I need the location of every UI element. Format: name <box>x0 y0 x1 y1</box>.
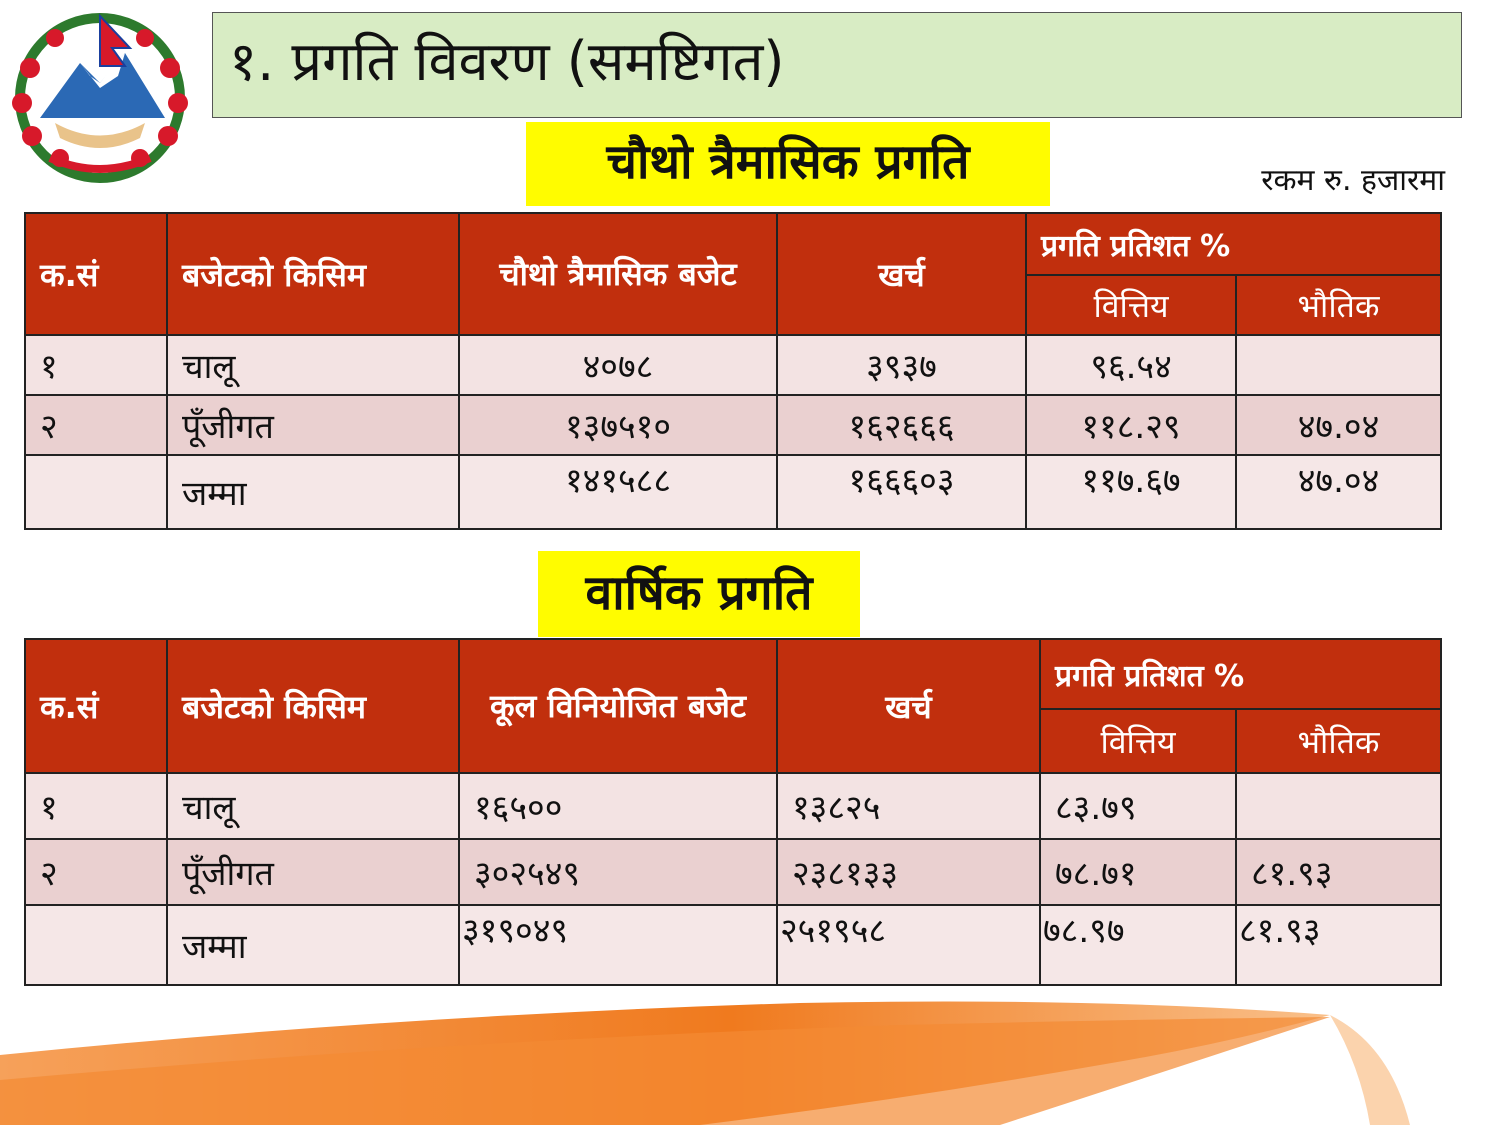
cell-expense: १६२६६६ <box>777 395 1026 455</box>
cell-type: पूँजीगत <box>167 395 459 455</box>
header-progress-pct: प्रगति प्रतिशत % <box>1040 639 1441 709</box>
cell-budget: ४०७८ <box>459 335 777 395</box>
table-row <box>25 335 1441 395</box>
footer-swoosh <box>0 985 1500 1125</box>
header-progress-pct: प्रगति प्रतिशत % <box>1026 213 1441 275</box>
cell-expense: २५१९५८ <box>777 905 1040 985</box>
title-banner <box>212 12 1462 118</box>
annual-heading-text: वार्षिक प्रगति <box>585 565 813 621</box>
cell-financial: ७८.७१ <box>1040 839 1236 905</box>
cell-physical: ८१.९३ <box>1236 905 1441 985</box>
annual-progress-table <box>24 638 1442 986</box>
header-budget: कूल विनियोजित बजेट <box>459 639 777 773</box>
header-sn: क.सं <box>25 213 167 335</box>
cell-physical <box>1236 335 1441 395</box>
cell-type: जम्मा <box>167 455 459 529</box>
cell-physical: ४७.०४ <box>1236 395 1441 455</box>
annual-heading <box>538 551 860 637</box>
cell-financial: ८३.७९ <box>1040 773 1236 839</box>
cell-financial: ७८.९७ <box>1040 905 1236 985</box>
header-financial: वित्तिय <box>1040 709 1236 773</box>
cell-budget: १६५०० <box>459 773 777 839</box>
table-row <box>25 905 1441 985</box>
quarterly-progress-table <box>24 212 1442 530</box>
cell-budget: १३७५१० <box>459 395 777 455</box>
quarterly-heading <box>526 122 1050 206</box>
cell-type: चालू <box>167 335 459 395</box>
cell-sn: २ <box>25 839 167 905</box>
cell-physical: ८१.९३ <box>1236 839 1441 905</box>
cell-sn: १ <box>25 773 167 839</box>
table-row <box>25 839 1441 905</box>
header-budget: चौथो त्रैमासिक बजेट <box>459 213 777 335</box>
cell-financial: ९६.५४ <box>1026 335 1236 395</box>
cell-type: जम्मा <box>167 905 459 985</box>
cell-sn <box>25 455 167 529</box>
cell-expense: १६६६०३ <box>777 455 1026 529</box>
header-physical: भौतिक <box>1236 275 1441 335</box>
nepal-emblem-icon <box>0 8 212 188</box>
cell-budget: ३१९०४९ <box>459 905 777 985</box>
header-budget-type: बजेटको किसिम <box>167 213 459 335</box>
table-row <box>25 455 1441 529</box>
cell-financial: ११८.२९ <box>1026 395 1236 455</box>
header-sn: क.सं <box>25 639 167 773</box>
header-physical: भौतिक <box>1236 709 1441 773</box>
cell-sn <box>25 905 167 985</box>
header-budget-type: बजेटको किसिम <box>167 639 459 773</box>
quarterly-heading-text: चौथो त्रैमासिक प्रगति <box>606 134 970 190</box>
cell-expense: २३८१३३ <box>777 839 1040 905</box>
header-financial: वित्तिय <box>1026 275 1236 335</box>
cell-physical <box>1236 773 1441 839</box>
cell-type: चालू <box>167 773 459 839</box>
cell-expense: ३९३७ <box>777 335 1026 395</box>
table-row <box>25 773 1441 839</box>
page-title: १. प्रगति विवरण (समष्टिगत) <box>229 30 785 93</box>
cell-financial: ११७.६७ <box>1026 455 1236 529</box>
cell-expense: १३८२५ <box>777 773 1040 839</box>
cell-sn: २ <box>25 395 167 455</box>
header-expense: खर्च <box>777 639 1040 773</box>
unit-note: रकम रु. हजारमा <box>1261 163 1445 198</box>
cell-type: पूँजीगत <box>167 839 459 905</box>
cell-physical: ४७.०४ <box>1236 455 1441 529</box>
cell-budget: १४१५८८ <box>459 455 777 529</box>
header-expense: खर्च <box>777 213 1026 335</box>
cell-budget: ३०२५४९ <box>459 839 777 905</box>
table-row <box>25 395 1441 455</box>
cell-sn: १ <box>25 335 167 395</box>
